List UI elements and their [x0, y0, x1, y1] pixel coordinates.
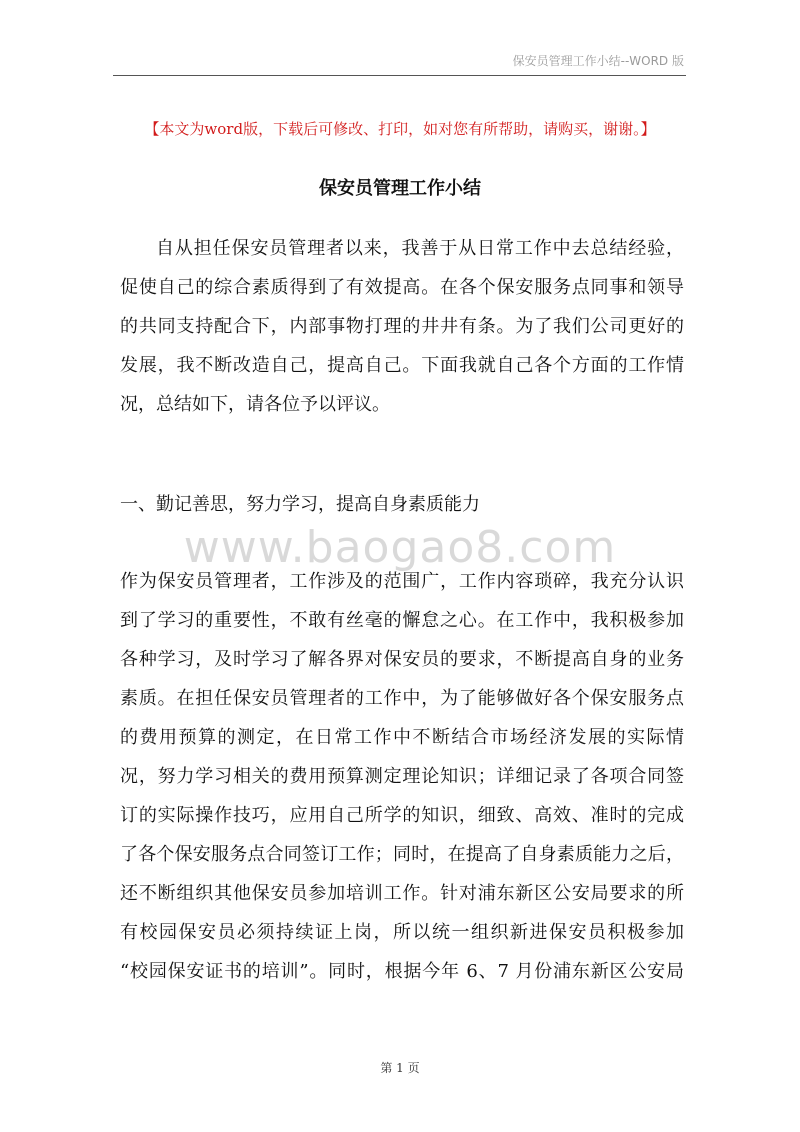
paragraph-line: 了各个保安服务点合同签订工作；同时，在提高了自身素质能力之后，	[120, 844, 684, 865]
page-number: 第 1 页	[380, 1061, 420, 1075]
paragraph-line: 订的实际操作技巧，应用自己所学的知识，细致、高效、准时的完成	[120, 805, 684, 826]
paragraph-line: 到了学习的重要性，不敢有丝毫的懈怠之心。在工作中，我积极参加	[120, 610, 684, 631]
section-heading: 一、勤记善思，努力学习，提高自身素质能力	[120, 494, 480, 515]
header-divider	[113, 75, 686, 76]
paragraph-line: “校园保安证书的培训”。同时，根据今年 6、7 月份浦东新区公安局	[120, 961, 684, 982]
paragraph-line: 有校园保安员必须持续证上岗，所以统一组织新进保安员积极参加	[120, 922, 684, 943]
paragraph-line: 况，努力学习相关的费用预算测定理论知识；详细记录了各项合同签	[120, 766, 684, 787]
download-notice: 【本文为word版，下载后可修改、打印，如对您有所帮助，请购买，谢谢。】	[144, 120, 656, 138]
paragraph-line: 自从担任保安员管理者以来，我善于从日常工作中去总结经验，	[156, 238, 684, 259]
paragraph-line: 作为保安员管理者，工作涉及的范围广，工作内容琐碎，我充分认识	[120, 571, 684, 592]
paragraph-line: 促使自己的综合素质得到了有效提高。在各个保安服务点同事和领导	[120, 277, 684, 298]
paragraph-line: 发展，我不断改造自己，提高自己。下面我就自己各个方面的工作情	[120, 355, 684, 376]
paragraph-line: 素质。在担任保安员管理者的工作中，为了能够做好各个保安服务点	[120, 688, 684, 709]
section-paragraph	[120, 562, 684, 991]
paragraph-line: 还不断组织其他保安员参加培训工作。针对浦东新区公安局要求的所	[120, 883, 684, 904]
paragraph-line: 的费用预算的测定，在日常工作中不断结合市场经济发展的实际情	[120, 727, 684, 748]
document-title: 保安员管理工作小结	[319, 178, 481, 199]
paragraph-line: 的共同支持配合下，内部事物打理的井井有条。为了我们公司更好的	[120, 316, 684, 337]
paragraph-line: 各种学习，及时学习了解各界对保安员的要求，不断提高自身的业务	[120, 649, 684, 670]
intro-paragraph	[120, 229, 684, 424]
paragraph-line: 况，总结如下，请各位予以评议。	[120, 394, 390, 415]
running-header: 保安员管理工作小结--WORD 版	[512, 54, 684, 68]
watermark: www.baogao8.com	[183, 522, 617, 573]
